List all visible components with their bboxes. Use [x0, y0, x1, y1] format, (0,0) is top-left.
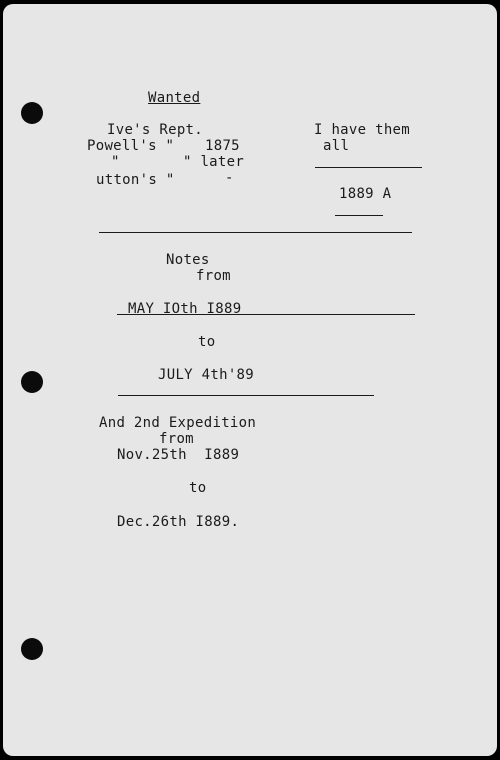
wanted-item-name: Powell's " [87, 138, 175, 154]
notes-end-rule [118, 395, 374, 396]
expedition-from: from [159, 431, 194, 447]
notes-end-date: JULY 4th'89 [158, 367, 255, 383]
binder-hole-top [21, 102, 43, 124]
wanted-item-name: utton's " [96, 172, 175, 188]
notes-from: from [196, 268, 231, 284]
notes-heading: Notes [166, 252, 210, 268]
right-note-line1: I have them [314, 122, 411, 138]
binder-hole-middle [21, 371, 43, 393]
notes-to: to [198, 334, 216, 350]
expedition-to: to [189, 480, 207, 496]
section-divider [99, 232, 412, 233]
expedition-title: And 2nd Expedition [99, 415, 257, 431]
right-note-code: 1889 A [339, 186, 392, 202]
wanted-item-detail: 1875 [205, 138, 240, 154]
wanted-item-name: " [111, 154, 120, 170]
wanted-item-detail: - [225, 170, 234, 186]
binder-hole-bottom [21, 638, 43, 660]
right-note-short-rule [335, 215, 383, 216]
expedition-end-date: Dec.26th I889. [117, 514, 240, 530]
notes-start-date: MAY IOth I889 [128, 301, 242, 317]
expedition-start-date: Nov.25th I889 [117, 447, 240, 463]
wanted-title: Wanted [148, 90, 201, 106]
wanted-item-name: Ive's Rept. [107, 122, 204, 138]
notes-start-rule [117, 314, 415, 315]
wanted-item-detail: " later [183, 154, 245, 170]
right-note-rule [315, 167, 422, 168]
right-note-line2: all [323, 138, 350, 154]
document-page [3, 4, 497, 756]
